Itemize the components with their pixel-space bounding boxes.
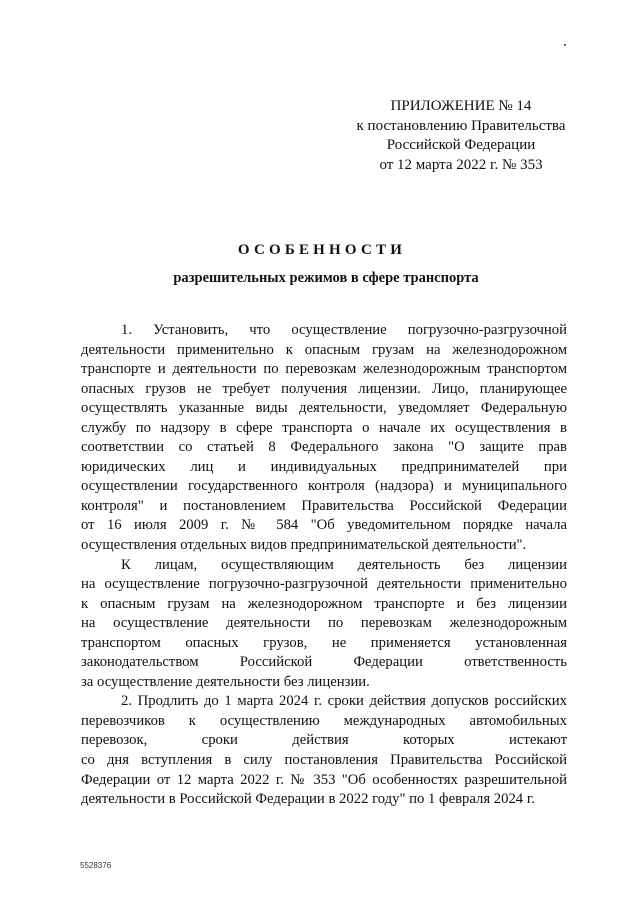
paragraph-line: транспорте и деятельности по перевозкам железнодорожным транспортом <box>81 361 567 378</box>
document-body <box>81 321 567 810</box>
appendix-header <box>300 97 622 175</box>
paragraph-line: транспортом опасных грузов, не применяется установленная <box>81 634 567 651</box>
document-subtitle: разрешительных режимов в сфере транспорта <box>173 270 479 286</box>
paragraph-line: осуществлении государственного контроля (надзора) и муниципального <box>81 478 567 495</box>
paragraph-line: К лицам, осуществляющим деятельность без лицензии <box>121 556 567 573</box>
paragraph-line: от 16 июля 2009 г. № 584 "Об уведомительном порядке начала <box>81 517 567 534</box>
paragraph-line: соответствии со статьей 8 Федерального закона "О защите прав <box>81 439 567 456</box>
document-title: ОСОБЕННОСТИ <box>237 242 407 258</box>
paragraph-line: 1. Установить, что осуществление погрузочно-разгрузочной <box>121 322 567 338</box>
paragraph-line: перевозок, сроки действия которых истекают <box>81 732 567 749</box>
paragraph-line: осуществления отдельных видов предпринимательской деятельности". <box>81 537 527 554</box>
paragraph-line: на осуществление деятельности по перевозкам железнодорожным <box>81 615 567 632</box>
paragraph-line: 2. Продлить до 1 марта 2024 г. сроки действия допусков российских <box>121 693 567 710</box>
appendix-number: ПРИЛОЖЕНИЕ № 14 <box>390 98 532 114</box>
paragraph-line: на осуществление погрузочно-разгрузочной деятельности применительно <box>81 576 567 593</box>
appendix-authority: Российской Федерации <box>386 137 536 153</box>
scan-speck <box>564 44 566 46</box>
paragraph-line: деятельности применительно к опасным грузам на железнодорожном <box>81 341 567 358</box>
paragraph-line: перевозчиков к осуществлению международных автомобильных <box>81 712 567 729</box>
paragraph-line: Федерации от 12 марта 2022 г. № 353 "Об особенностях разрешительной <box>81 771 567 788</box>
paragraph-line: к опасным грузам на железнодорожном транспорте и без лицензии <box>81 595 567 612</box>
paragraph-line: службу по надзору в сфере транспорта о начале их осуществления в <box>81 419 567 436</box>
paragraph-line: контроля" и постановлением Правительства Российской Федерации <box>81 497 567 514</box>
paragraph-line: со дня вступления в силу постановления Правительства Российской <box>81 752 567 769</box>
paragraph-line: деятельности в Российской Федерации в 2022 году" по 1 февраля 2024 г. <box>81 791 535 808</box>
paragraph-line: опасных грузов не требует получения лицензии. Лицо, планирующее <box>81 380 567 397</box>
paragraph-line: осуществлять указанные виды деятельности, уведомляет Федеральную <box>81 400 567 417</box>
paragraph-line: за осуществление деятельности без лицензии. <box>81 673 370 690</box>
paragraph-3 <box>81 692 567 809</box>
paragraph-line: законодательством Российской Федерации ответственность <box>81 654 567 671</box>
document-id: 5528376 <box>80 861 112 870</box>
paragraph-line: юридических лиц и индивидуальных предпринимателей при <box>81 458 567 475</box>
paragraph-1 <box>81 321 567 556</box>
appendix-reference: к постановлению Правительства <box>356 117 566 134</box>
appendix-date: от 12 марта 2022 г. № 353 <box>379 156 543 173</box>
paragraph-2 <box>81 556 567 693</box>
